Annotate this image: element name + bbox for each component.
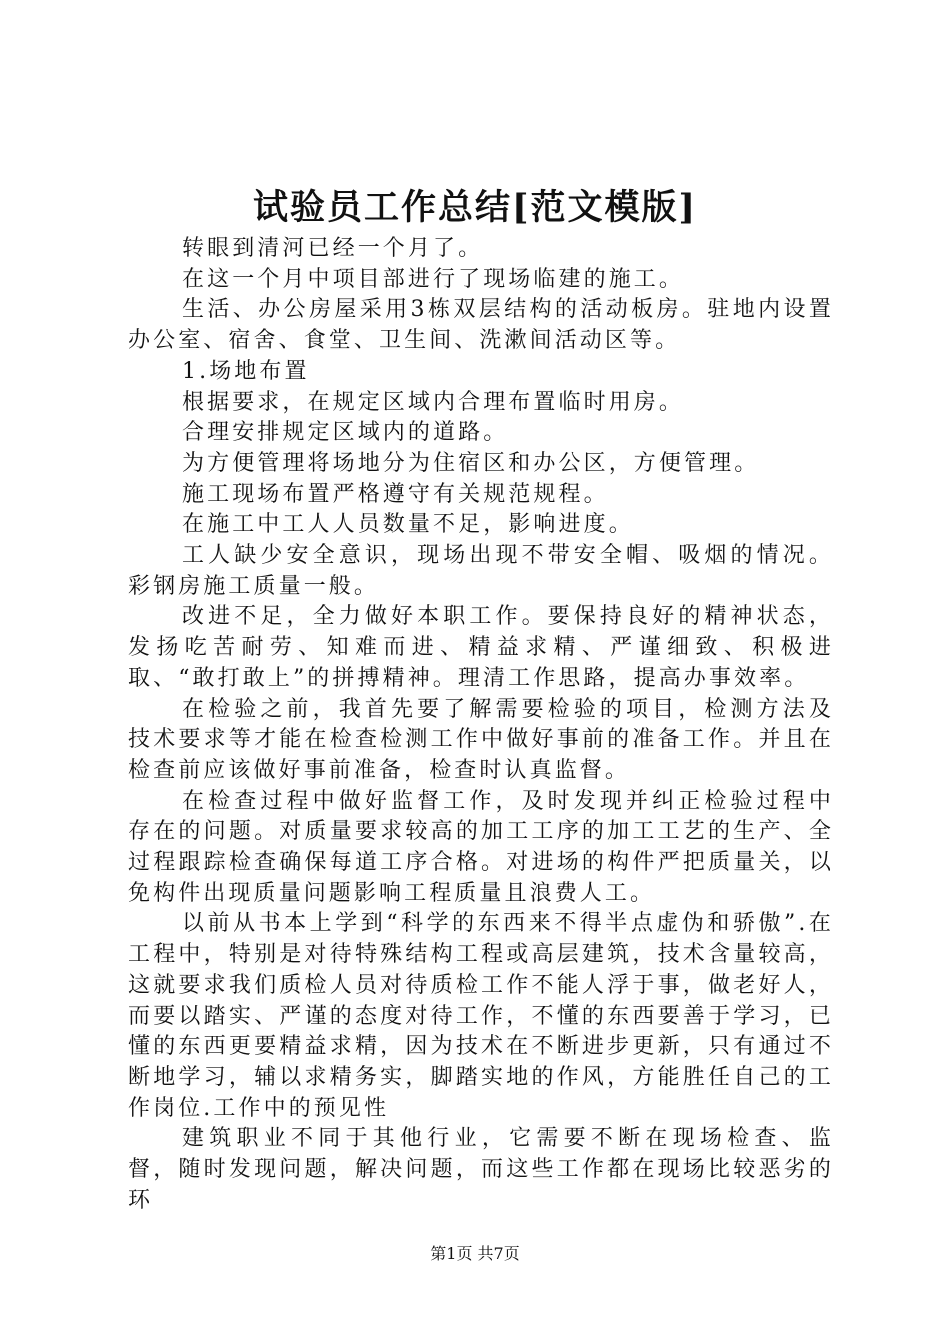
paragraph: 为方便管理将场地分为住宿区和办公区，方便管理。	[182, 450, 760, 476]
paragraph: 在施工中工人人员数量不足，影响进度。	[182, 512, 634, 538]
paragraph: 施工现场布置严格遵守有关规范规程。	[182, 481, 609, 507]
document-body	[128, 234, 834, 1217]
paragraph: 根据要求，在规定区域内合理布置临时用房。	[182, 389, 685, 415]
paragraph: 转眼到清河已经一个月了。	[182, 236, 484, 261]
paragraph: 工人缺少安全意识，现场出现不带安全帽、吸烟的情况。彩钢房施工质量一般。	[128, 543, 834, 599]
paragraph: 在检验之前，我首先要了解需要检验的项目，检测方法及技术要求等才能在检查检测工作中做好事前的准备工作。并且在检查前应该做好事前准备，检查时认真监督。	[128, 696, 834, 783]
document-title: 试验员工作总结[范文模版]	[252, 187, 698, 228]
paragraph: 改进不足，全力做好本职工作。要保持良好的精神状态，发扬吃苦耐劳、知难而进、精益求精、严谨细致、积极进取、“敢打敢上”的拼搏精神。理清工作思路，提高办事效率。	[128, 604, 834, 691]
paragraph: 在检查过程中做好监督工作，及时发现并纠正检验过程中存在的问题。对质量要求较高的加工工序的加工工艺的生产、全过程跟踪检查确保每道工序合格。对进场的构件严把质量关，以免构件出现质量问题影响工程质量且浪费人工。	[128, 788, 834, 906]
paragraph: 以前从书本上学到“科学的东西来不得半点虚伪和骄傲”.在工程中，特别是对待特殊结构工程或高层建筑，技术含量较高，这就要求我们质检人员对待质检工作不能人浮于事，做老好人，而要以踏实、严谨的态度对待工作，不懂的东西要善于学习，已懂的东西更要精益求精，因为技术在不断进步更新，只有通过不断地学习，辅以求精务实，脚踏实地的作风，方能胜任自己的工作岗位.工作中的预见性	[128, 911, 834, 1121]
paragraph: 生活、办公房屋采用3栋双层结构的活动板房。驻地内设置办公室、宿舍、食堂、卫生间、洗漱间活动区等。	[128, 297, 834, 354]
section-heading: 1.场地布置	[182, 358, 310, 384]
page-number-footer: 第1页 共7页	[430, 1244, 520, 1263]
paragraph: 合理安排规定区域内的道路。	[182, 420, 509, 446]
paragraph: 在这一个月中项目部进行了现场临建的施工。	[182, 266, 685, 292]
paragraph: 建筑职业不同于其他行业，它需要不断在现场检查、监督，随时发现问题，解决问题，而这些工作都在现场比较恶劣的环	[128, 1126, 834, 1213]
